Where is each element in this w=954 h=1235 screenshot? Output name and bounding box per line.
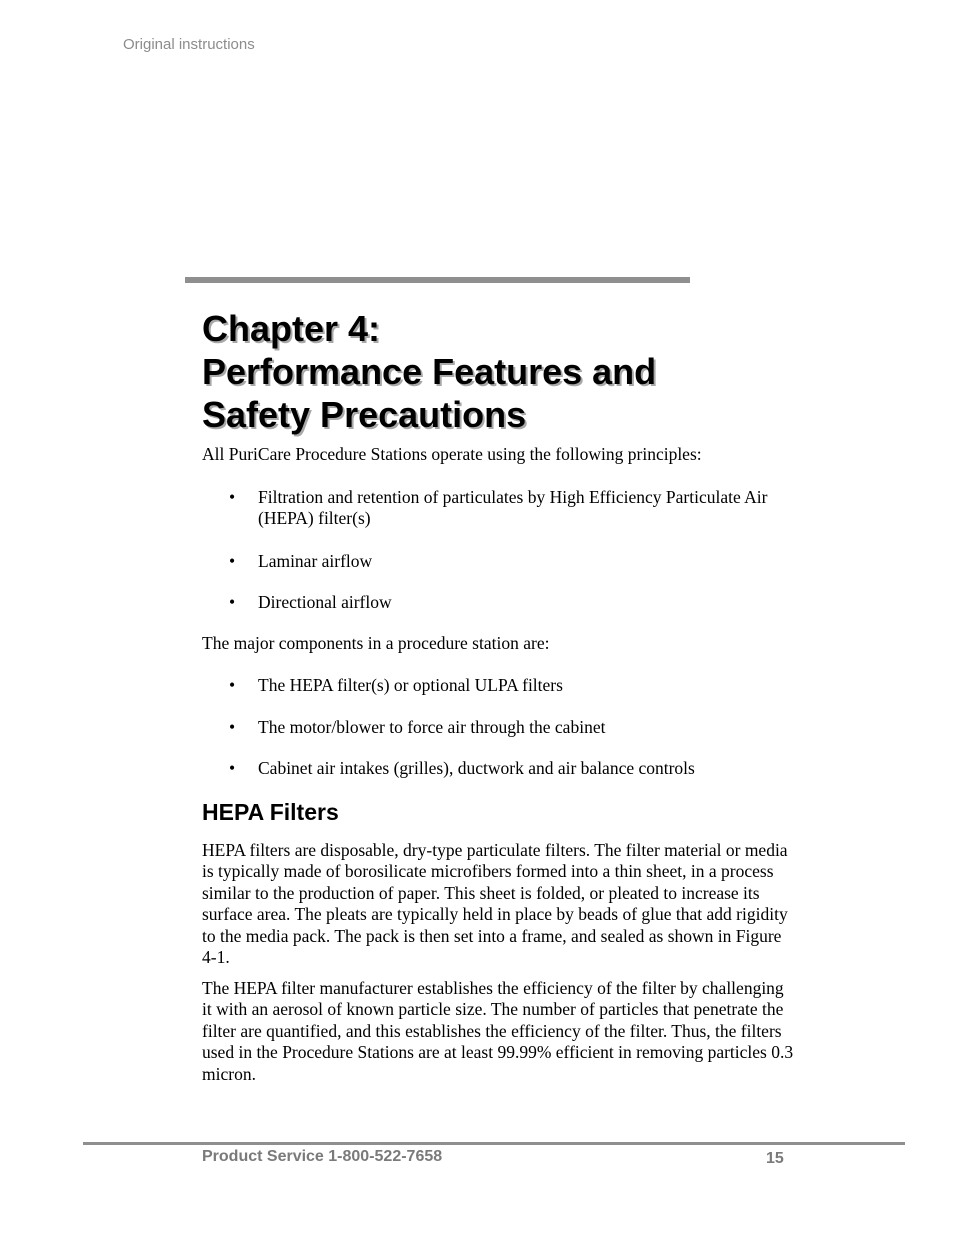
list-item-text: Filtration and retention of particulates by High Efficiency Particulate Air (HEPA) filter(s) <box>258 486 768 528</box>
components-list <box>202 675 794 780</box>
list-item-text: The motor/blower to force air through the cabinet <box>258 716 606 737</box>
list-item <box>202 758 794 780</box>
hepa-paragraph: HEPA filters are disposable, dry-type particulate filters. The filter material or media is typically made of borosilicate microfibers formed into a thin sheet, in a process similar to the production of paper. This sheet is folded, or pleated to increase its surface area. The pleats are typically held in place by beads of glue that add rigidity to the media pack. The pack is then set into a frame, and sealed as shown in Figure 4-1. <box>202 839 788 967</box>
list-item-text: Cabinet air intakes (grilles), ductwork and air balance controls <box>258 758 695 778</box>
list-item-text: Directional airflow <box>258 592 392 612</box>
list-item <box>202 551 794 573</box>
list-item <box>202 675 794 697</box>
principles-list <box>202 487 794 614</box>
chapter-title <box>202 307 656 436</box>
bullet-icon: • <box>229 716 236 737</box>
intro-paragraph: All PuriCare Procedure Stations operate using the following principles: <box>202 444 702 464</box>
bullet-icon: • <box>229 550 236 571</box>
list-item <box>202 592 794 614</box>
footer-service-phone: Product Service 1-800-522-7658 <box>202 1148 443 1165</box>
chapter-title-line: Safety Precautions <box>202 394 527 435</box>
bullet-icon: • <box>229 592 236 612</box>
header-note: Original instructions <box>123 36 255 53</box>
section-heading: HEPA Filters <box>202 798 339 825</box>
page-number: 15 <box>766 1150 784 1167</box>
bullet-icon: • <box>229 675 236 695</box>
list-item-text: The HEPA filter(s) or optional ULPA filters <box>258 675 563 695</box>
list-item-text: Laminar airflow <box>258 550 373 571</box>
hepa-paragraph: The HEPA filter manufacturer establishes the efficiency of the filter by challenging it with an aerosol of known particle size. The number of particles that penetrate the filter are quantified, and this establishes the efficiency of the filter. Thus, the filters used in the Procedure Stations are at least 99.99% efficient in removing particles 0.3 micron. <box>202 977 794 1084</box>
bottom-rule <box>83 1142 905 1145</box>
list-item <box>202 717 794 739</box>
top-rule <box>185 277 690 283</box>
components-intro: The major components in a procedure station are: <box>202 632 550 653</box>
chapter-title-line: Chapter 4: <box>202 308 381 349</box>
bullet-icon: • <box>229 486 236 507</box>
page-content <box>202 444 794 1085</box>
chapter-title-line: Performance Features and <box>202 351 657 392</box>
bullet-icon: • <box>229 758 236 778</box>
list-item <box>202 487 794 530</box>
